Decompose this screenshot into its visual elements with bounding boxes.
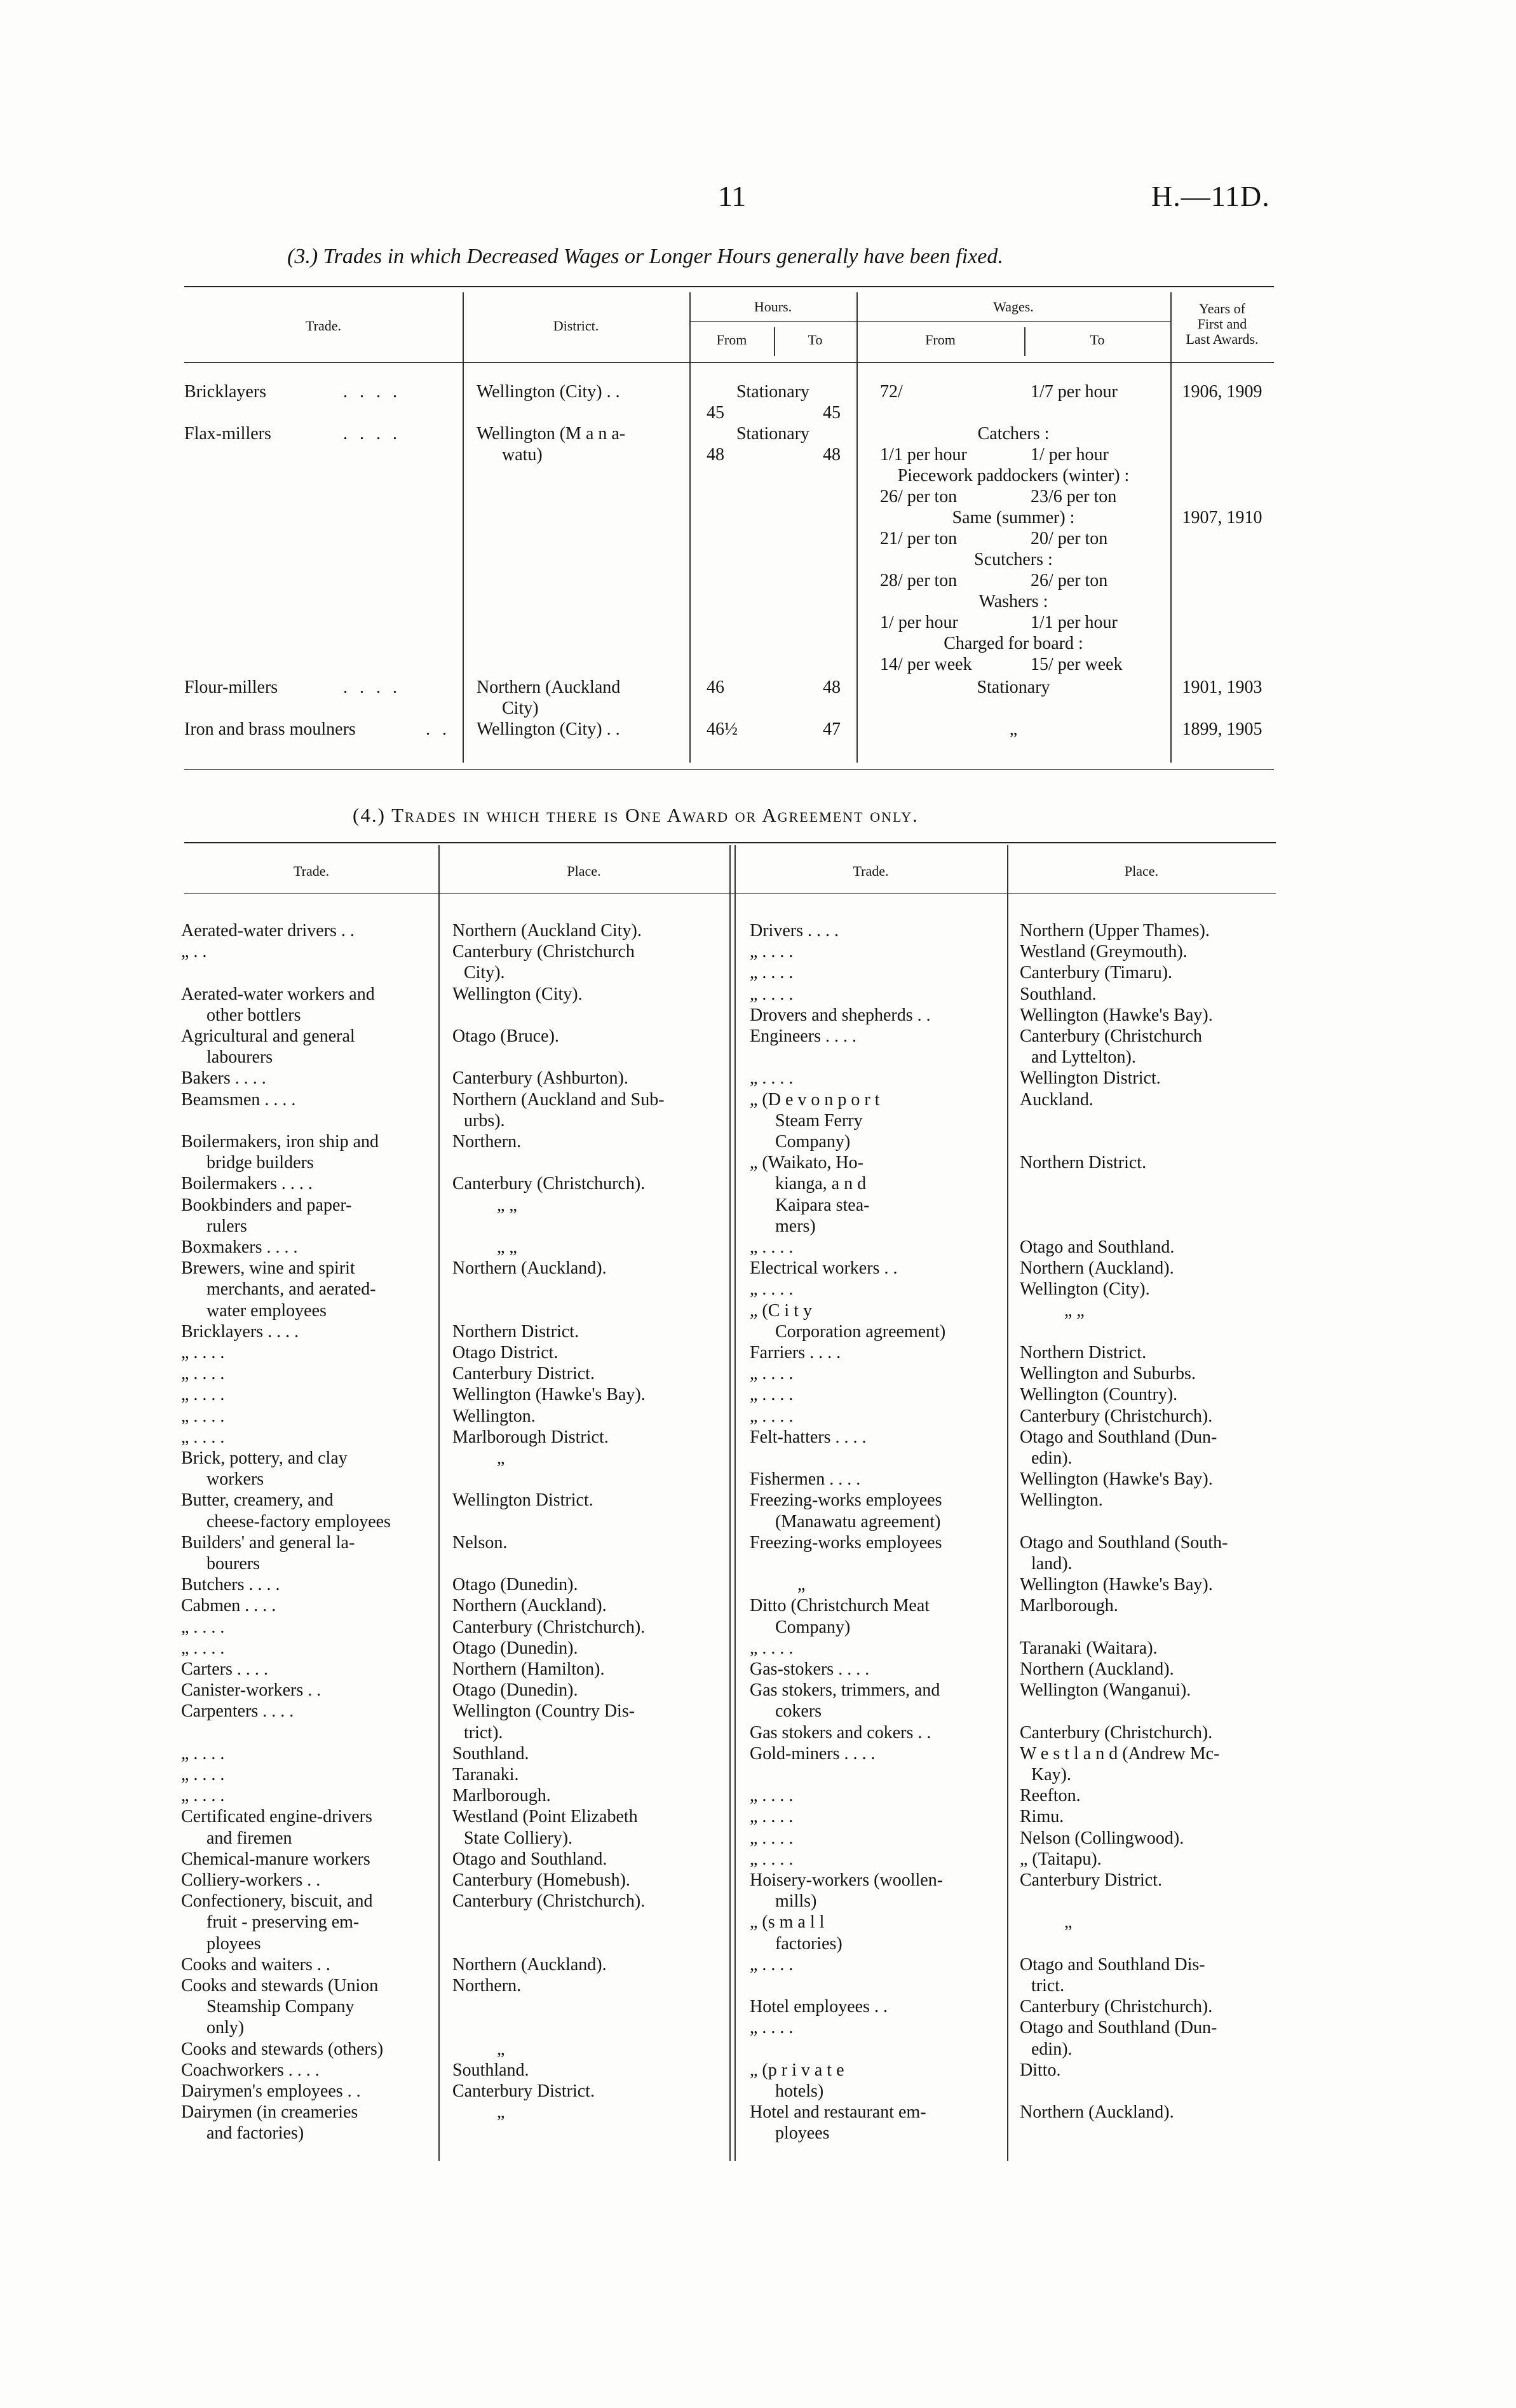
list-item-place: Northern. (452, 1132, 522, 1152)
wages-value: Stationary (977, 677, 1050, 697)
header-place-right: Place. (1124, 863, 1159, 879)
column-divider (856, 292, 858, 763)
list-item-trade: „ . . . . (181, 1617, 225, 1637)
award-years: 1907, 1910 (1182, 508, 1262, 527)
list-item-trade: „ . . . . (181, 1385, 225, 1405)
list-item-place: City). (464, 963, 505, 983)
header-hours-from: From (716, 332, 747, 348)
list-item-trade: Confectionery, biscuit, and (181, 1891, 373, 1912)
list-item-place: „ „ (1064, 1300, 1085, 1321)
list-item-trade: Aerated-water drivers . . (181, 921, 355, 941)
list-item-trade: „ (D e v o n p o r t (750, 1089, 880, 1110)
list-item-place: Wellington (Hawke's Bay). (452, 1385, 646, 1405)
award-years: 1906, 1909 (1182, 382, 1262, 402)
list-item-place: Marlborough District. (452, 1427, 609, 1447)
list-item-trade: Freezing-works employees (750, 1490, 942, 1511)
header-wages-to: To (1090, 332, 1105, 348)
list-item-place: urbs). (464, 1110, 505, 1131)
list-item-trade: „ . . (181, 942, 207, 962)
column-divider (463, 292, 464, 763)
list-item-place: Canterbury District. (452, 2081, 595, 2101)
header-sub-rule (689, 321, 1170, 322)
list-item-place: Northern (Auckland). (452, 1258, 607, 1279)
list-item-trade: Aerated-water workers and (181, 984, 375, 1004)
list-item-trade: „ . . . . (750, 1237, 794, 1257)
list-item-place: Northern District. (1020, 1343, 1147, 1363)
leader-dots: . . . . (343, 382, 401, 402)
column-divider (1007, 845, 1008, 2161)
header-hours-to: To (808, 332, 823, 348)
list-item-place: Wellington. (452, 1406, 536, 1426)
wages-from: 72/ (880, 382, 903, 402)
list-item-trade: merchants, and aerated- (206, 1279, 376, 1300)
list-item-trade: Farriers . . . . (750, 1343, 841, 1363)
list-item-trade: water employees (206, 1300, 327, 1321)
list-item-trade: Bakers . . . . (181, 1068, 266, 1089)
list-item-trade: factories) (775, 1933, 843, 1954)
list-item-trade: Gas stokers and cokers . . (750, 1722, 931, 1743)
header-place: Place. (567, 863, 601, 879)
list-item-trade: „ . . . . (181, 1743, 225, 1764)
wages-value: Same (summer) : (952, 508, 1075, 527)
list-item-place: Canterbury (Timaru). (1020, 963, 1173, 983)
list-item-trade: „ . . . . (181, 1638, 225, 1658)
list-item-place: „ (Taitapu). (1020, 1849, 1102, 1869)
list-item-place: Nelson. (452, 1532, 508, 1553)
list-item-trade: „ . . . . (750, 1954, 794, 1975)
list-item-place: Northern (Auckland and Sub- (452, 1089, 665, 1110)
list-item-place: Canterbury (Christchurch). (452, 1617, 646, 1637)
list-item-trade: ployees (775, 2123, 830, 2144)
list-item-trade: „ (p r i v a t e (750, 2060, 844, 2080)
list-item-trade: „ . . . . (181, 1765, 225, 1785)
list-item-trade: „ (797, 1575, 806, 1595)
list-item-trade: Carpenters . . . . (181, 1701, 294, 1722)
list-item-trade: Gas stokers, trimmers, and (750, 1680, 940, 1701)
list-item-trade: „ . . . . (750, 942, 794, 962)
hours-to: 45 (823, 403, 841, 423)
list-item-trade: only) (206, 2018, 245, 2038)
list-item-trade: ployees (206, 1933, 261, 1954)
list-item-trade: Bricklayers . . . . (181, 1321, 299, 1342)
list-item-place: Otago and Southland. (452, 1849, 607, 1869)
list-item-place: Taranaki (Waitara). (1020, 1638, 1158, 1658)
list-item-place: Northern District. (452, 1321, 579, 1342)
page-number: 11 (718, 180, 747, 212)
list-item-trade: Dairymen (in creameries (181, 2102, 358, 2123)
list-item-trade: and firemen (206, 1828, 292, 1848)
list-item-trade: Brewers, wine and spirit (181, 1258, 355, 1279)
wages-from: 28/ per ton (880, 571, 958, 590)
wages-from: 21/ per ton (880, 529, 958, 548)
leader-dots: . . (426, 719, 450, 739)
list-item-trade: bridge builders (206, 1153, 314, 1173)
list-item-trade: workers (206, 1469, 264, 1490)
wages-from: 26/ per ton (880, 487, 958, 507)
list-item-place: Otago and Southland (South- (1020, 1532, 1228, 1553)
list-item-trade: „ (s m a l l (750, 1912, 825, 1933)
list-item-trade: Fishermen . . . . (750, 1469, 861, 1490)
wages-to: 20/ per ton (1031, 529, 1108, 548)
list-item-trade: Boxmakers . . . . (181, 1237, 298, 1257)
list-item-trade: Cooks and stewards (Union (181, 1976, 379, 1996)
list-item-trade: Certificated engine-drivers (181, 1807, 372, 1827)
wages-to: 1/7 per hour (1031, 382, 1118, 402)
list-item-trade: „ (Waikato, Ho- (750, 1153, 863, 1173)
list-item-trade: cheese-factory employees (206, 1511, 391, 1532)
section4-title: (4.) Trades in which there is One Award or Agreement only. (353, 804, 919, 826)
district-continued: City) (502, 698, 539, 718)
list-item-trade: fruit - preserving em- (206, 1912, 360, 1933)
wages-to: 26/ per ton (1031, 571, 1108, 590)
list-item-place: „ (497, 2039, 505, 2059)
district: Wellington (City) . . (477, 382, 620, 402)
list-item-place: Wellington and Suburbs. (1020, 1364, 1196, 1384)
list-item-place: Wellington (City). (1020, 1279, 1150, 1300)
list-item-trade: „ . . . . (750, 984, 794, 1004)
list-item-trade: Canister-workers . . (181, 1680, 321, 1701)
list-item-trade: Freezing-works employees (750, 1532, 942, 1553)
column-divider (729, 845, 731, 2161)
list-item-place: „ „ (497, 1237, 517, 1257)
list-item-trade: Electrical workers . . (750, 1258, 898, 1279)
list-item-trade: (Manawatu agreement) (775, 1511, 941, 1532)
list-item-trade: mers) (775, 1216, 816, 1236)
list-item-trade: Hoisery-workers (woollen- (750, 1870, 944, 1890)
wages-value: „ (1009, 719, 1018, 739)
district: Northern (Auckland (477, 677, 621, 697)
table-bottom-rule (184, 769, 1274, 770)
list-item-trade: „ . . . . (181, 1364, 225, 1384)
hours-from: 46 (707, 677, 724, 697)
list-item-trade: „ (C i t y (750, 1300, 812, 1321)
table-top-rule (184, 286, 1274, 287)
list-item-trade: „ . . . . (750, 2018, 794, 2038)
list-item-trade: Company) (775, 1132, 851, 1152)
wages-from: 1/1 per hour (880, 445, 967, 465)
wages-value: Scutchers : (974, 550, 1053, 569)
list-item-trade: Chemical-manure workers (181, 1849, 370, 1869)
district: Wellington (M a n a- (477, 424, 626, 444)
list-item-trade: Boilermakers, iron ship and (181, 1132, 379, 1152)
list-item-trade: „ . . . . (750, 1828, 794, 1848)
list-item-place: Canterbury (Ashburton). (452, 1068, 628, 1089)
list-item-trade: „ . . . . (750, 963, 794, 983)
list-item-trade: Steam Ferry (775, 1110, 863, 1131)
list-item-trade: „ . . . . (181, 1786, 225, 1806)
list-item-trade: Company) (775, 1617, 851, 1637)
list-item-trade: hotels) (775, 2081, 824, 2101)
header-district: District. (553, 318, 599, 334)
list-item-trade: Ditto (Christchurch Meat (750, 1596, 930, 1616)
hours-from: 48 (707, 445, 724, 465)
list-item-place: Canterbury (Christchurch). (1020, 1406, 1213, 1426)
header-wages: Wages. (993, 299, 1034, 315)
list-item-place: land). (1031, 1554, 1073, 1574)
list-item-place: Northern (Auckland City). (452, 921, 642, 941)
list-item-trade: „ . . . . (750, 1786, 794, 1806)
wages-value: Catchers : (977, 424, 1050, 444)
list-item-place: Northern (Auckland). (452, 1954, 607, 1975)
list-item-trade: mills) (775, 1891, 817, 1912)
list-item-place: and Lyttelton). (1031, 1047, 1136, 1068)
list-item-trade: Beamsmen . . . . (181, 1089, 296, 1110)
wages-to: 1/ per hour (1031, 445, 1109, 465)
list-item-place: Westland (Greymouth). (1020, 942, 1188, 962)
list-item-place: Wellington (Hawke's Bay). (1020, 1005, 1213, 1025)
wages-value: Piecework paddockers (winter) : (897, 466, 1130, 486)
list-item-trade: Hotel employees . . (750, 1997, 888, 2017)
list-item-place: trict. (1031, 1976, 1065, 1996)
list-item-trade: kianga, a n d (775, 1174, 867, 1194)
list-item-trade: Butchers . . . . (181, 1575, 280, 1595)
list-item-place: Westland (Point Elizabeth (452, 1807, 638, 1827)
list-item-trade: and factories) (206, 2123, 304, 2144)
list-item-trade: Kaipara stea- (775, 1195, 870, 1215)
list-item-place: Wellington District. (1020, 1068, 1161, 1089)
list-item-place: Canterbury (Christchurch (452, 942, 635, 962)
list-item-trade: Butter, creamery, and (181, 1490, 334, 1511)
list-item-place: „ (497, 1448, 505, 1468)
list-item-place: Northern (Auckland). (452, 1596, 607, 1616)
list-item-place: Ditto. (1020, 2060, 1061, 2080)
list-item-trade: Drovers and shepherds . . (750, 1005, 931, 1025)
list-item-trade: Carters . . . . (181, 1659, 268, 1679)
leader-dots: . . . . (343, 677, 401, 697)
list-item-trade: cokers (775, 1701, 822, 1722)
header-trade: Trade. (305, 318, 342, 334)
list-item-place: Northern (Upper Thames). (1020, 921, 1210, 941)
list-item-place: Northern (Auckland). (1020, 1659, 1174, 1679)
hours-to: 48 (823, 445, 841, 465)
list-item-place: Otago (Dunedin). (452, 1638, 578, 1658)
header-wages-from: From (925, 332, 956, 348)
list-item-trade: Corporation agreement) (775, 1321, 946, 1342)
list-item-trade: Boilermakers . . . . (181, 1174, 313, 1194)
list-item-place: edin). (1031, 2039, 1073, 2059)
list-item-place: Canterbury (Christchurch). (452, 1174, 646, 1194)
document-reference: H.—11D. (1151, 180, 1270, 212)
wages-value: Washers : (978, 592, 1048, 611)
list-item-place: „ (1064, 1912, 1073, 1933)
list-item-place: Wellington (Country Dis- (452, 1701, 635, 1722)
list-item-place: Wellington (Hawke's Bay). (1020, 1469, 1213, 1490)
list-item-place: Canterbury (Christchurch). (452, 1891, 646, 1912)
trade-name: Bricklayers (184, 382, 267, 402)
list-item-place: Auckland. (1020, 1089, 1093, 1110)
trade-name: Flour-millers (184, 677, 278, 697)
hours-value: Stationary (736, 382, 810, 402)
hours-to: 48 (823, 677, 841, 697)
list-item-place: Wellington (Country). (1020, 1385, 1178, 1405)
list-item-trade: Coachworkers . . . . (181, 2060, 320, 2080)
list-item-place: Northern (Auckland). (1020, 1258, 1174, 1279)
list-item-trade: „ . . . . (750, 1385, 794, 1405)
district: Wellington (City) . . (477, 719, 620, 739)
award-years: 1899, 1905 (1182, 719, 1262, 739)
hours-to: 47 (823, 719, 841, 739)
list-item-place: Otago and Southland Dis- (1020, 1954, 1205, 1975)
list-item-trade: „ . . . . (750, 1279, 794, 1300)
trade-name: Iron and brass moulners (184, 719, 356, 739)
header-years: Years of First and Last Awards. (1186, 301, 1259, 347)
list-item-trade: Felt-hatters . . . . (750, 1427, 867, 1447)
list-item-place: Marlborough. (1020, 1596, 1118, 1616)
list-item-place: Northern. (452, 1976, 522, 1996)
list-item-place: Otago and Southland (Dun- (1020, 1427, 1217, 1447)
column-divider (734, 845, 736, 2161)
list-item-place: Otago (Bruce). (452, 1026, 559, 1046)
list-item-place: Wellington (Wanganui). (1020, 1680, 1191, 1701)
list-item-trade: other bottlers (206, 1005, 301, 1025)
list-item-trade: „ . . . . (181, 1427, 225, 1447)
list-item-place: Wellington (City). (452, 984, 583, 1004)
list-item-place: Canterbury (Christchurch). (1020, 1722, 1213, 1743)
list-item-trade: Cooks and waiters . . (181, 1954, 330, 1975)
header-hours: Hours. (754, 299, 792, 315)
list-item-trade: Agricultural and general (181, 1026, 355, 1046)
list-item-place: Northern (Hamilton). (452, 1659, 605, 1679)
list-item-trade: Gas-stokers . . . . (750, 1659, 870, 1679)
list-item-trade: „ . . . . (750, 1364, 794, 1384)
list-item-trade: labourers (206, 1047, 273, 1068)
hours-from: 46½ (707, 719, 738, 739)
list-item-trade: Engineers . . . . (750, 1026, 856, 1046)
list-item-trade: „ . . . . (750, 1406, 794, 1426)
wages-to: 23/6 per ton (1031, 487, 1117, 507)
wages-from: 14/ per week (880, 655, 972, 674)
trade-name: Flax-millers (184, 424, 271, 444)
list-item-place: Canterbury (Christchurch (1020, 1026, 1202, 1046)
wages-to: 15/ per week (1031, 655, 1123, 674)
district-continued: watu) (502, 445, 543, 465)
header-trade: Trade. (293, 863, 330, 879)
list-item-trade: Cooks and stewards (others) (181, 2039, 384, 2059)
list-item-place: Southland. (452, 1743, 529, 1764)
list-item-place: Kay). (1031, 1765, 1071, 1785)
list-item-trade: Bookbinders and paper- (181, 1195, 352, 1215)
list-item-trade: Brick, pottery, and clay (181, 1448, 348, 1468)
list-item-place: Nelson (Collingwood). (1020, 1828, 1184, 1848)
list-item-place: Marlborough. (452, 1786, 551, 1806)
list-item-trade: „ . . . . (750, 1068, 794, 1089)
list-item-trade: „ . . . . (750, 1807, 794, 1827)
list-item-trade: Drivers . . . . (750, 921, 839, 941)
list-item-place: Northern District. (1020, 1153, 1147, 1173)
list-item-place: „ (497, 2102, 505, 2123)
header-trade-right: Trade. (853, 863, 889, 879)
column-divider (438, 845, 440, 2161)
header-bottom-rule (184, 362, 1274, 363)
list-item-place: Otago (Dunedin). (452, 1575, 578, 1595)
wages-to: 1/1 per hour (1031, 613, 1118, 632)
list-item-trade: Steamship Company (206, 1997, 355, 2017)
list-item-place: edin). (1031, 1448, 1073, 1468)
column-divider (689, 292, 691, 763)
list-item-place: trict). (464, 1722, 503, 1743)
table-top-rule (184, 842, 1276, 843)
list-item-trade: „ . . . . (181, 1406, 225, 1426)
list-item-trade: Colliery-workers . . (181, 1870, 321, 1890)
list-item-place: State Colliery). (464, 1828, 573, 1848)
list-item-trade: Hotel and restaurant em- (750, 2102, 926, 2123)
list-item-place: Canterbury District. (452, 1364, 595, 1384)
list-item-place: Taranaki. (452, 1765, 519, 1785)
list-item-place: Rimu. (1020, 1807, 1064, 1827)
list-item-place: Canterbury (Christchurch). (1020, 1997, 1213, 2017)
list-item-place: Wellington. (1020, 1490, 1103, 1511)
list-item-trade: „ . . . . (750, 1849, 794, 1869)
wages-value: Charged for board : (944, 634, 1083, 653)
list-item-place: Northern (Auckland). (1020, 2102, 1174, 2123)
list-item-place: Otago (Dunedin). (452, 1680, 578, 1701)
list-item-trade: „ . . . . (750, 1638, 794, 1658)
list-item-place: Canterbury (Homebush). (452, 1870, 630, 1890)
list-item-place: Southland. (1020, 984, 1097, 1004)
leader-dots: . . . . (343, 424, 401, 444)
list-item-trade: „ . . . . (181, 1343, 225, 1363)
list-item-place: Canterbury District. (1020, 1870, 1162, 1890)
list-item-place: „ „ (497, 1195, 517, 1215)
list-item-trade: Dairymen's employees . . (181, 2081, 361, 2101)
list-item-place: Otago and Southland. (1020, 1237, 1175, 1257)
list-item-trade: Cabmen . . . . (181, 1596, 276, 1616)
hours-value: Stationary (736, 424, 810, 444)
list-item-place: Southland. (452, 2060, 529, 2080)
list-item-trade: rulers (206, 1216, 247, 1236)
list-item-place: Wellington (Hawke's Bay). (1020, 1575, 1213, 1595)
list-item-trade: bourers (206, 1554, 260, 1574)
hours-from: 45 (707, 403, 724, 423)
list-item-trade: Gold-miners . . . . (750, 1743, 876, 1764)
list-item-trade: Builders' and general la- (181, 1532, 355, 1553)
list-item-place: W e s t l a n d (Andrew Mc- (1020, 1743, 1220, 1764)
list-item-place: Wellington District. (452, 1490, 593, 1511)
award-years: 1901, 1903 (1182, 677, 1262, 697)
list-item-place: Otago and Southland (Dun- (1020, 2018, 1217, 2038)
section3-title: (3.) Trades in which Decreased Wages or Longer Hours generally have been fixed. (287, 245, 1003, 268)
wages-from: 1/ per hour (880, 613, 958, 632)
list-item-place: Otago District. (452, 1343, 558, 1363)
list-item-place: Reefton. (1020, 1786, 1081, 1806)
